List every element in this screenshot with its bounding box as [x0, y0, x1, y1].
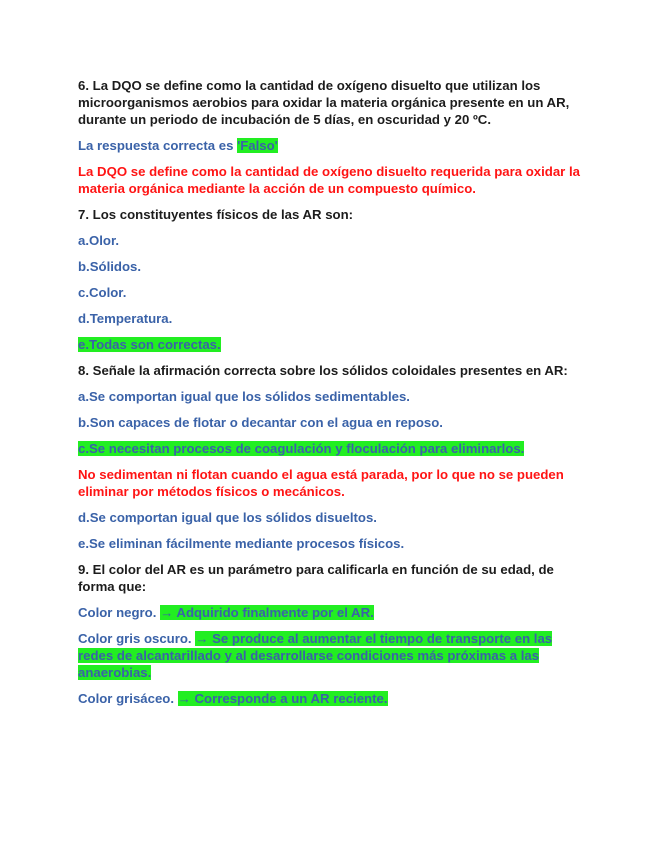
color-item-grisaceo [78, 690, 585, 707]
question-7: 7. Los constituyentes físicos de las AR son: [78, 207, 354, 222]
color-item-negro-answer: → Adquirido finalmente por el AR. [160, 605, 374, 620]
option-8a [78, 388, 585, 405]
option-8e-text: e.Se eliminan fácilmente mediante procesos físicos. [78, 536, 405, 551]
explanation-8: No sedimentan ni flotan cuando el agua está parada, por lo que no se pueden eliminar por métodos físicos o mecánicos. [78, 467, 564, 499]
option-8d-text: d.Se comportan igual que los sólidos disueltos. [78, 510, 377, 525]
explanation-6: La DQO se define como la cantidad de oxígeno disuelto requerida para oxidar la materia orgánica mediante la acción de un compuesto químico. [78, 164, 580, 196]
option-8d [78, 509, 585, 526]
option-8e [78, 535, 585, 552]
option-7c [78, 284, 585, 301]
option-7a-text: a.Olor. [78, 233, 120, 248]
option-8b-text: b.Son capaces de flotar o decantar con el agua en reposo. [78, 415, 443, 430]
answer-6 [78, 137, 585, 154]
question-9: 9. El color del AR es un parámetro para calificarla en función de su edad, de forma que: [78, 562, 554, 594]
color-item-negro [78, 604, 585, 621]
color-item-gris-oscuro-label: Color gris oscuro. [78, 631, 196, 646]
color-item-grisaceo-answer: → Corresponde a un AR reciente. [177, 691, 388, 706]
option-8c-correct [78, 440, 585, 457]
option-8b [78, 414, 585, 431]
option-7e-text: e.Todas son correctas. [78, 337, 221, 352]
answer-6-prefix: La respuesta correcta es [78, 138, 238, 153]
option-7b-text: b.Sólidos. [78, 259, 142, 274]
option-7d-text: d.Temperatura. [78, 311, 173, 326]
color-item-grisaceo-label: Color grisáceo. [78, 691, 178, 706]
option-7b [78, 258, 585, 275]
color-item-gris-oscuro-answer: → Se produce al aumentar el tiempo de transporte en las redes de alcantarillado y al desarrollarse condiciones más próximas a las anaerobias. [78, 631, 553, 680]
option-7a [78, 232, 585, 249]
option-8c-text: c.Se necesitan procesos de coagulación y floculación para eliminarlos. [78, 441, 525, 456]
question-8: 8. Señale la afirmación correcta sobre los sólidos coloidales presentes en AR: [78, 363, 568, 378]
option-8a-text: a.Se comportan igual que los sólidos sedimentables. [78, 389, 410, 404]
option-7e-correct [78, 336, 585, 353]
answer-6-value: 'Falso' [237, 138, 278, 153]
color-item-gris-oscuro [78, 630, 585, 681]
option-7d [78, 310, 585, 327]
question-6: 6. La DQO se define como la cantidad de oxígeno disuelto que utilizan los microorganismos aerobios para oxidar la materia orgánica presente en un AR, durante un periodo de incubación de 5 días, en oscuridad y 20 ºC. [78, 78, 570, 127]
color-item-negro-label: Color negro. [78, 605, 161, 620]
option-7c-text: c.Color. [78, 285, 127, 300]
